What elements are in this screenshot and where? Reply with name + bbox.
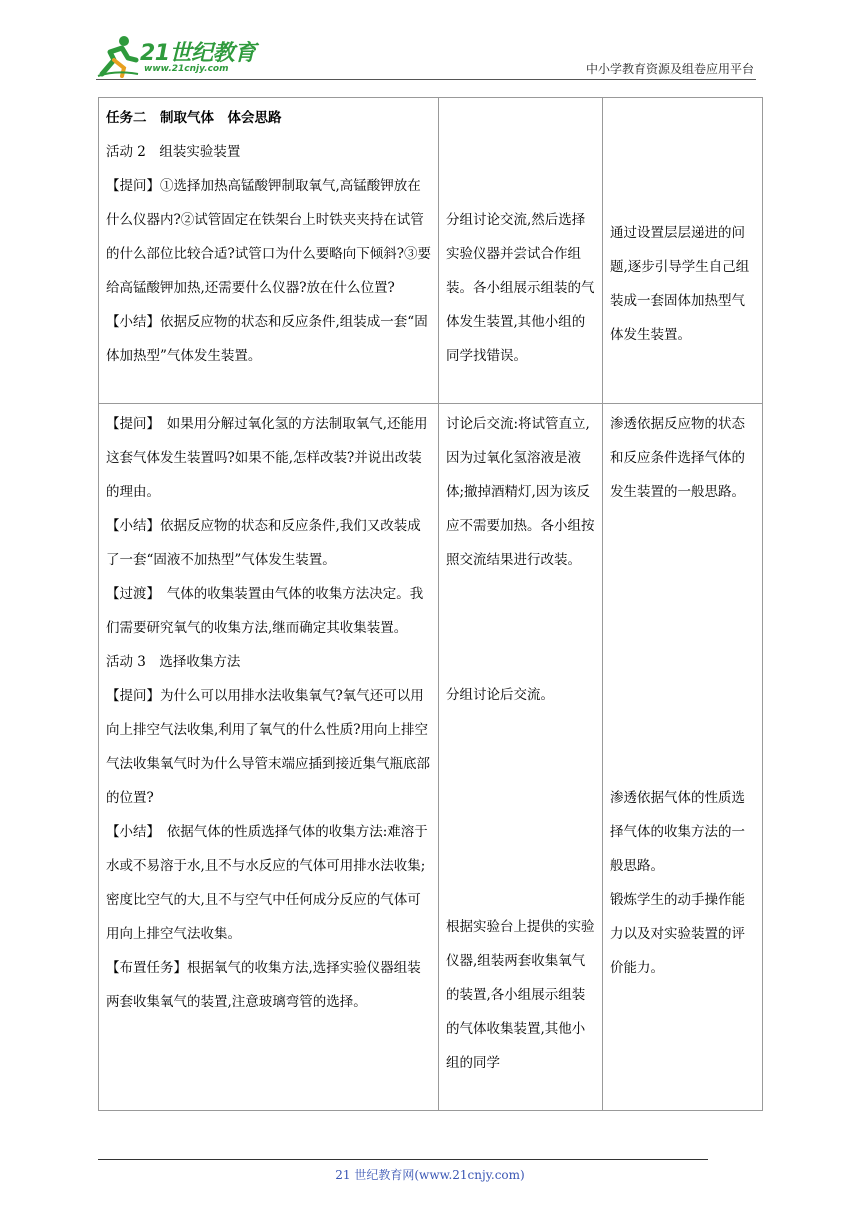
student-activity-text: 根据实验台上提供的实验仪器,组装两套收集氧气的装置,各小组展示组装的气体收集装置,其他小组的同学 bbox=[446, 919, 595, 1071]
student-activity-text: 分组讨论交流,然后选择实验仪器并尝试合作组装。各小组展示组装的气体发生装置,其他小组的同学找错误。 bbox=[446, 212, 595, 364]
page-header bbox=[0, 0, 860, 82]
site-logo[interactable] bbox=[94, 34, 264, 78]
transition-text: 【过渡】 气体的收集装置由气体的收集方法决定。我们需要研究氧气的收集方法,继而确定其收集装置。 bbox=[106, 586, 424, 636]
task-heading: 任务二 制取气体 体会思路 bbox=[106, 110, 282, 126]
design-intent-text: 通过设置层层递进的问题,逐步引导学生自己组装成一套固体加热型气体发生装置。 bbox=[610, 225, 750, 343]
design-intent-text: 渗透依据反应物的状态和反应条件选择气体的发生装置的一般思路。 bbox=[610, 416, 745, 500]
runner-icon bbox=[94, 34, 140, 78]
header-divider bbox=[96, 79, 756, 80]
table-row bbox=[99, 404, 763, 1111]
summary-text: 【小结】依据反应物的状态和反应条件,组装成一套“固体加热型”气体发生装置。 bbox=[106, 314, 428, 364]
teacher-activity-cell bbox=[99, 404, 439, 1111]
question-text: 【提问】为什么可以用排水法收集氧气?氧气还可以用向上排空气法收集,利用了氧气的什么性质?用向上排空气法收集氧气时为什么导管末端应插到接近集气瓶底部的位置? bbox=[106, 688, 430, 806]
footer-divider bbox=[98, 1159, 708, 1160]
footer-link[interactable]: 21 世纪教育网(www.21cnjy.com) bbox=[335, 1168, 525, 1182]
platform-title: 中小学教育资源及组卷应用平台 bbox=[585, 62, 754, 76]
question-text: 【提问】①选择加热高锰酸钾制取氧气,高锰酸钾放在什么仪器内?②试管固定在铁架台上时铁夹夹持在试管的什么部位比较合适?试管口为什么要略向下倾斜?③要给高锰酸钾加热,还需要什么仪器?放在什么位置? bbox=[106, 178, 431, 296]
design-intent-text: 锻炼学生的动手操作能力以及对实验装置的评价能力。 bbox=[610, 892, 745, 976]
activity-heading: 活动 2 组装实验装置 bbox=[106, 144, 241, 160]
activity-heading: 活动 3 选择收集方法 bbox=[106, 654, 241, 670]
student-activity-text: 分组讨论后交流。 bbox=[446, 687, 554, 703]
student-activity-cell bbox=[439, 404, 603, 1111]
design-intent-cell bbox=[603, 98, 763, 404]
lesson-table bbox=[98, 97, 763, 1111]
logo-url: www.21cnjy.com bbox=[144, 64, 229, 74]
design-intent-text: 渗透依据气体的性质选择气体的收集方法的一般思路。 bbox=[610, 790, 745, 874]
teacher-activity-cell bbox=[99, 98, 439, 404]
student-activity-text: 讨论后交流:将试管直立,因为过氧化氢溶液是液体;撤掉酒精灯,因为该反应不需要加热。各小组按照交流结果进行改装。 bbox=[446, 416, 595, 568]
design-intent-cell bbox=[603, 404, 763, 1111]
question-text: 【提问】 如果用分解过氧化氢的方法制取氧气,还能用这套气体发生装置吗?如果不能,怎样改装?并说出改装的理由。 bbox=[106, 416, 428, 500]
table-row bbox=[99, 98, 763, 404]
logo-text: 21世纪教育 bbox=[140, 41, 256, 66]
student-activity-cell bbox=[439, 98, 603, 404]
assignment-text: 【布置任务】根据氧气的收集方法,选择实验仪器组装两套收集氧气的装置,注意玻璃弯管的选择。 bbox=[106, 960, 421, 1010]
summary-text: 【小结】依据反应物的状态和反应条件,我们又改装成了一套“固液不加热型”气体发生装置。 bbox=[106, 518, 421, 568]
summary-text: 【小结】 依据气体的性质选择气体的收集方法:难溶于水或不易溶于水,且不与水反应的气体可用排水法收集;密度比空气的大,且不与空气中任何成分反应的气体可用向上排空气法收集。 bbox=[106, 824, 428, 942]
